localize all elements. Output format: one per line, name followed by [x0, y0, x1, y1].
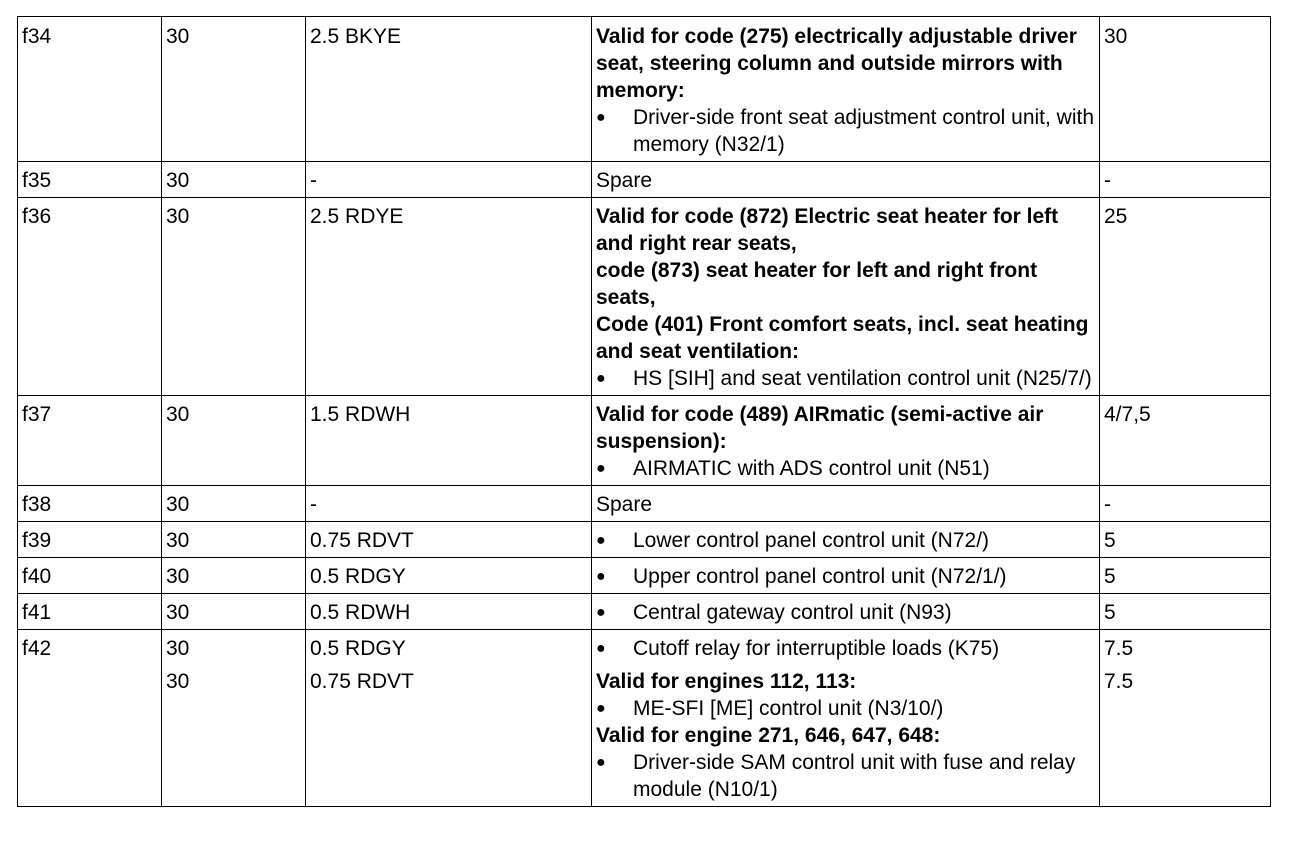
table-row — [18, 486, 1271, 522]
terminal-value: 30 — [166, 637, 190, 660]
amps-cell: 25 — [1100, 198, 1271, 396]
amps-cell — [1100, 630, 1271, 807]
wire-cell: 0.5 RDWH — [306, 594, 592, 630]
table-row — [18, 522, 1271, 558]
fuse-cell: f40 — [18, 558, 162, 594]
validity-heading: Valid for code (489) AIRmatic (semi-active air suspension): — [596, 403, 1044, 453]
amps-cell: - — [1100, 162, 1271, 198]
amps-cell: 5 — [1100, 594, 1271, 630]
terminal-cell: 30 — [162, 558, 306, 594]
table-row — [18, 396, 1271, 486]
description-cell — [592, 630, 1100, 807]
wire-cell: 2.5 RDYE — [306, 198, 592, 396]
fuse-cell: f35 — [18, 162, 162, 198]
bullet-item: ● Driver-side front seat adjustment control unit, with memory (N32/1) — [596, 104, 1095, 158]
bullet-item: ● Upper control panel control unit (N72/1/) — [596, 563, 1095, 590]
bullet-item: ● Cutoff relay for interruptible loads (K75) — [596, 635, 1095, 662]
description-cell — [592, 17, 1100, 162]
amps-value: 7.5 — [1104, 637, 1134, 660]
wire-cell: 2.5 BKYE — [306, 17, 592, 162]
table-row — [18, 162, 1271, 198]
fuse-cell: f38 — [18, 486, 162, 522]
bullet-item: ● Driver-side SAM control unit with fuse and relay module (N10/1) — [596, 749, 1095, 803]
table-row — [18, 630, 1271, 807]
bullet-item: ● Central gateway control unit (N93) — [596, 599, 1095, 626]
bullet-item: ● HS [SIH] and seat ventilation control unit (N25/7/) — [596, 365, 1095, 392]
description-cell — [592, 522, 1100, 558]
description-cell — [592, 594, 1100, 630]
terminal-cell: 30 — [162, 522, 306, 558]
amps-cell: 5 — [1100, 558, 1271, 594]
table-row — [18, 558, 1271, 594]
validity-heading: code (873) seat heater for left and right front seats, — [596, 259, 1038, 309]
terminal-cell: 30 — [162, 162, 306, 198]
wire-cell — [306, 630, 592, 807]
terminal-value: 30 — [166, 670, 190, 693]
wire-cell: - — [306, 162, 592, 198]
validity-heading: Valid for engines 112, 113: — [596, 670, 857, 693]
amps-cell: 30 — [1100, 17, 1271, 162]
wire-value: 0.75 RDVT — [310, 670, 414, 693]
terminal-cell — [162, 630, 306, 807]
terminal-cell: 30 — [162, 396, 306, 486]
bullet-item: ● ME-SFI [ME] control unit (N3/10/) — [596, 695, 1095, 722]
fuse-cell: f41 — [18, 594, 162, 630]
bullet-item: ● Lower control panel control unit (N72/) — [596, 527, 1095, 554]
validity-heading: Valid for code (275) electrically adjustable driver seat, steering column and outside mirrors with memory: — [596, 25, 1077, 102]
description-cell: Spare — [592, 486, 1100, 522]
bullet-item: ● AIRMATIC with ADS control unit (N51) — [596, 455, 1095, 482]
terminal-cell: 30 — [162, 594, 306, 630]
terminal-cell: 30 — [162, 198, 306, 396]
fuse-cell: f36 — [18, 198, 162, 396]
wire-value: 0.5 RDGY — [310, 637, 406, 660]
description-cell: Spare — [592, 162, 1100, 198]
description-cell — [592, 558, 1100, 594]
description-cell — [592, 396, 1100, 486]
table-row — [18, 594, 1271, 630]
fuse-cell: f37 — [18, 396, 162, 486]
terminal-cell: 30 — [162, 17, 306, 162]
description-cell — [592, 198, 1100, 396]
wire-cell: 0.5 RDGY — [306, 558, 592, 594]
validity-heading: Valid for engine 271, 646, 647, 648: — [596, 724, 941, 747]
amps-cell: 5 — [1100, 522, 1271, 558]
terminal-cell: 30 — [162, 486, 306, 522]
table-row — [18, 17, 1271, 162]
validity-heading: Code (401) Front comfort seats, incl. seat heating and seat ventilation: — [596, 313, 1089, 363]
fuse-cell: f34 — [18, 17, 162, 162]
fuse-allocation-table — [17, 16, 1271, 807]
wire-cell: - — [306, 486, 592, 522]
wire-cell: 1.5 RDWH — [306, 396, 592, 486]
fuse-cell: f42 — [18, 630, 162, 807]
wire-cell: 0.75 RDVT — [306, 522, 592, 558]
amps-cell: 4/7,5 — [1100, 396, 1271, 486]
fuse-cell: f39 — [18, 522, 162, 558]
table-row — [18, 198, 1271, 396]
amps-value: 7.5 — [1104, 670, 1134, 693]
amps-cell: - — [1100, 486, 1271, 522]
validity-heading: Valid for code (872) Electric seat heater for left and right rear seats, — [596, 205, 1059, 255]
